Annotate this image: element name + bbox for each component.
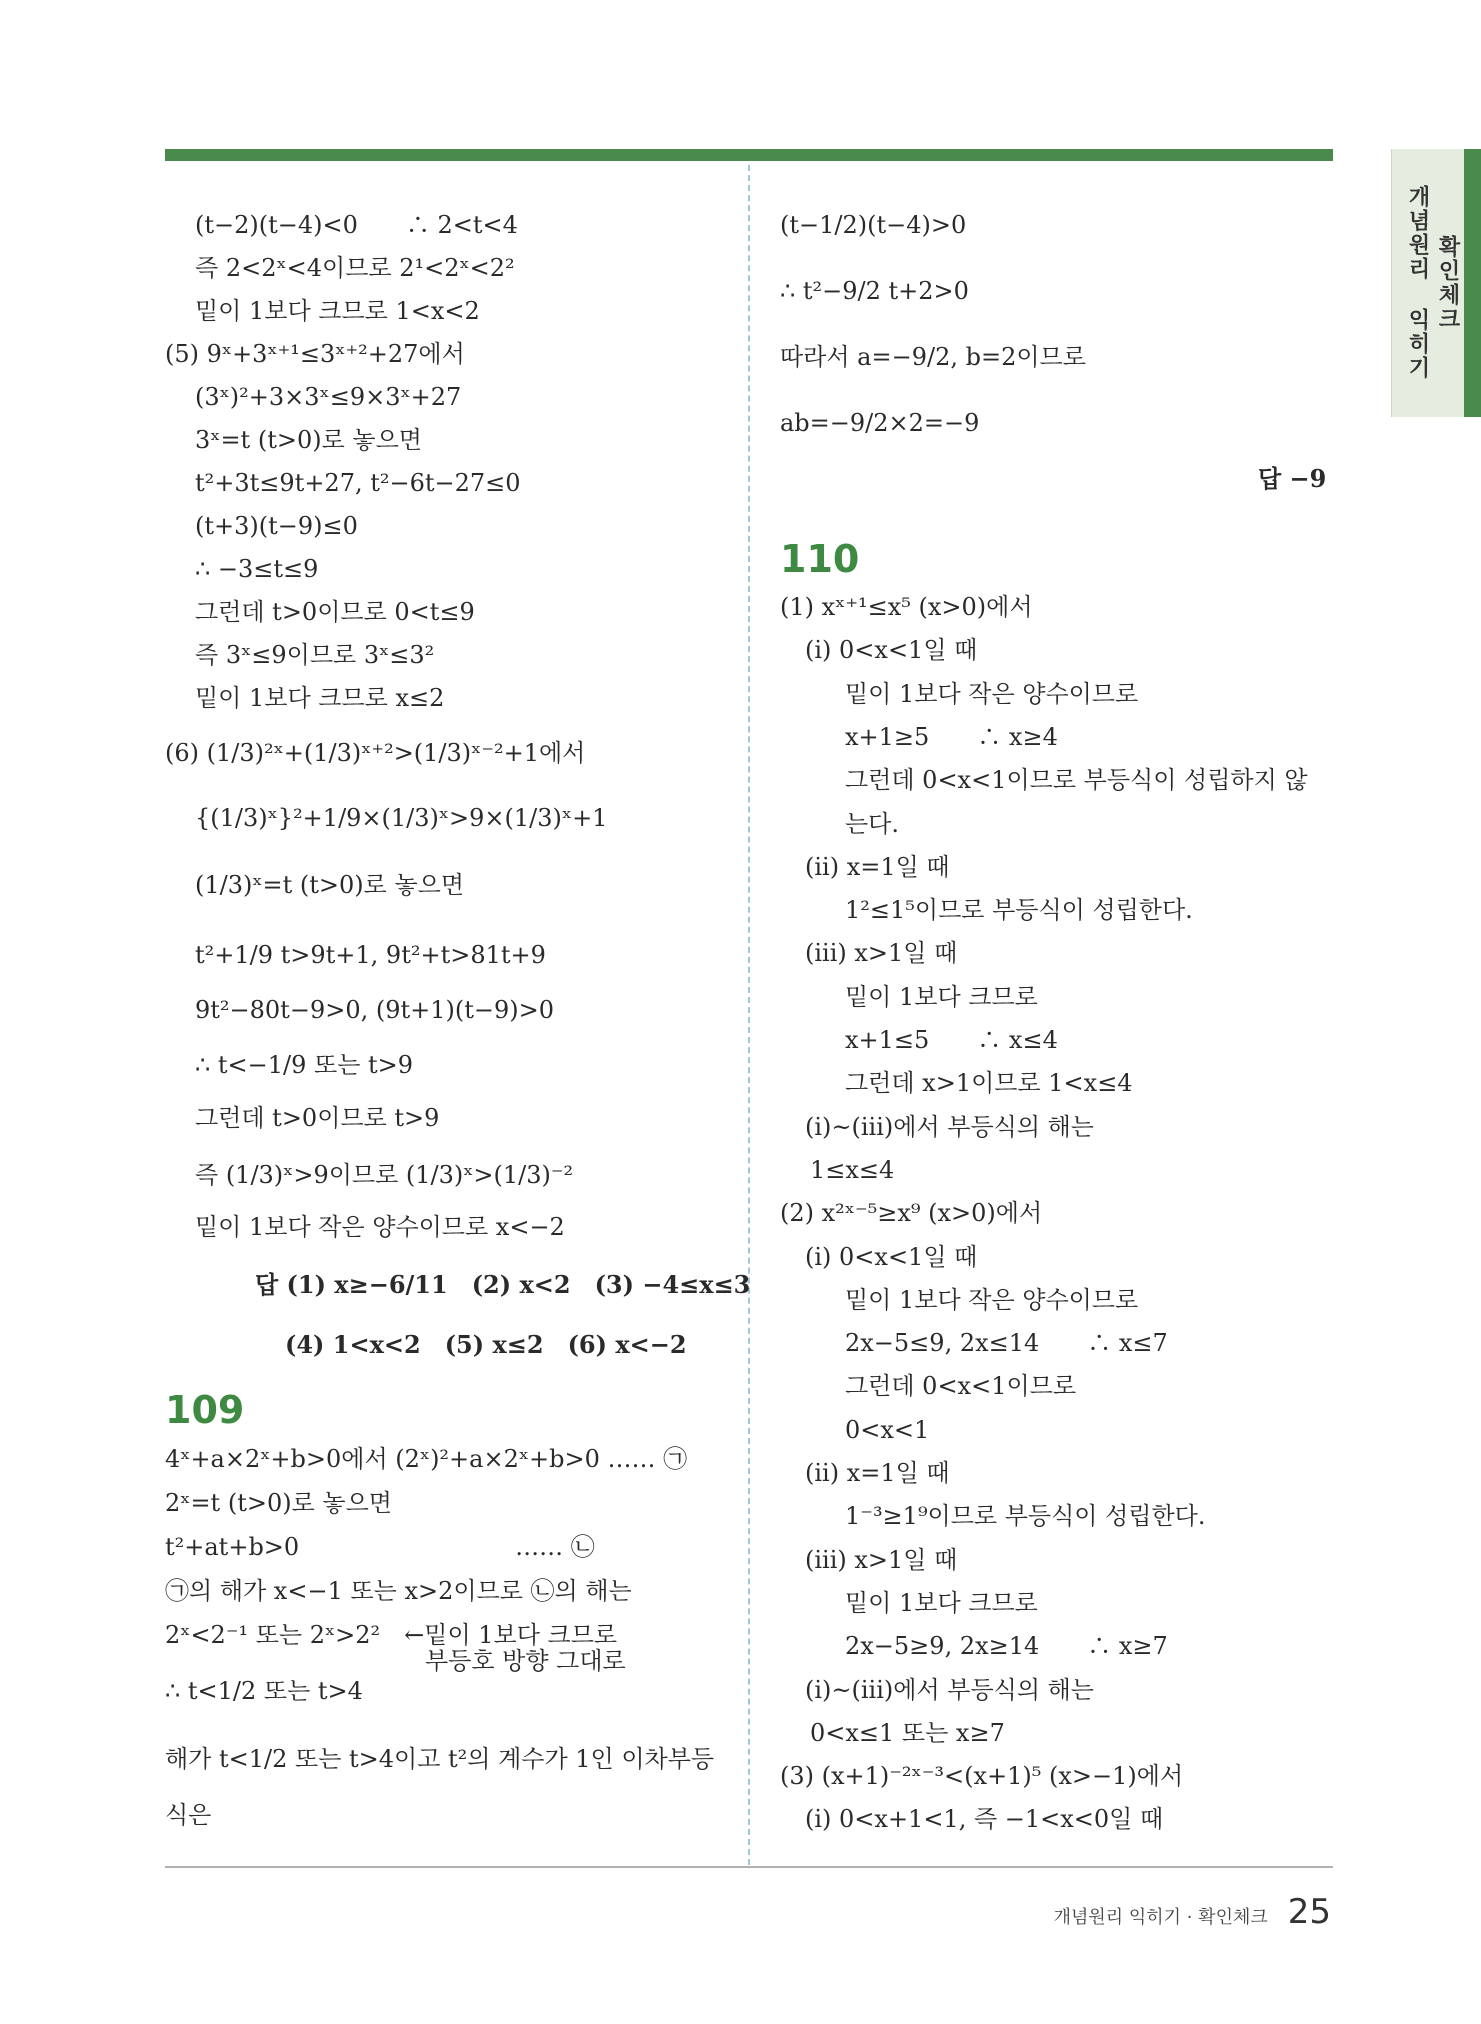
text-line: {(1/3)ˣ}²+1/9×(1/3)ˣ>9×(1/3)ˣ+1 (195, 804, 608, 832)
text-line: 2ˣ<2⁻¹ 또는 2ˣ>2² ←밑이 1보다 크므로 (165, 1621, 618, 1649)
text-line: 9t²−80t−9>0, (9t+1)(t−9)>0 (195, 996, 554, 1024)
text-line: (iii) x>1일 때 (805, 1545, 958, 1574)
text-line: 0<x<1 (845, 1415, 930, 1444)
side-tab-accent (1464, 149, 1481, 417)
page-number: 25 (1287, 1892, 1331, 1932)
text-line: ∴ t<1/2 또는 t>4 (165, 1677, 363, 1705)
text-line: ∴ −3≤t≤9 (195, 555, 319, 583)
side-chapter-tab (1391, 149, 1481, 417)
text-line: (t+3)(t−9)≤0 (195, 512, 358, 540)
text-line: 따라서 a=−9/2, b=2이므로 (780, 343, 1086, 371)
text-line: ∴ t<−1/9 또는 t>9 (195, 1051, 414, 1079)
text-line: x+1≤5 ∴ x≤4 (845, 1026, 1058, 1054)
text-line: (ii) x=1일 때 (805, 852, 950, 881)
text-line: 그런데 t>0이므로 t>9 (195, 1104, 440, 1132)
footer-text: 개념원리 익히기 · 확인체크 (1053, 1907, 1268, 1928)
text-line: 2ˣ=t (t>0)로 놓으면 (165, 1489, 392, 1517)
text-line: (5) 9ˣ+3ˣ⁺¹≤3ˣ⁺²+27에서 (165, 340, 465, 368)
text-line: 0<x≤1 또는 x≥7 (810, 1718, 1005, 1747)
text-line: 3ˣ=t (t>0)로 놓으면 (195, 426, 422, 454)
text-line: ab=−9/2×2=−9 (780, 409, 980, 437)
text-line: 즉 (1/3)ˣ>9이므로 (1/3)ˣ>(1/3)⁻² (195, 1161, 574, 1189)
top-green-bar (165, 149, 1333, 161)
text-line: 그런데 0<x<1이므로 부등식이 성립하지 않 (845, 766, 1308, 795)
text-line: t²+3t≤9t+27, t²−6t−27≤0 (195, 469, 521, 497)
text-line: 그런데 t>0이므로 0<t≤9 (195, 598, 475, 626)
text-line: x+1≥5 ∴ x≥4 (845, 722, 1058, 751)
text-line: (1) xˣ⁺¹≤x⁵ (x>0)에서 (780, 593, 1033, 621)
text-line: (3ˣ)²+3×3ˣ≤9×3ˣ+27 (195, 383, 462, 411)
text-line: 4ˣ+a×2ˣ+b>0에서 (2ˣ)²+a×2ˣ+b>0 …… ㉠ (165, 1445, 688, 1473)
text-line: 밑이 1보다 크므로 1<x<2 (195, 297, 480, 325)
text-line: 밑이 1보다 크므로 (845, 982, 1038, 1011)
text-line: t²+1/9 t>9t+1, 9t²+t>81t+9 (195, 941, 546, 969)
text-line: 1⁻³≥1⁹이므로 부등식이 성립한다. (845, 1502, 1206, 1531)
column-divider (748, 165, 750, 1865)
text-line: 밑이 1보다 작은 양수이므로 (845, 1285, 1139, 1314)
text-line: 1²≤1⁵이므로 부등식이 성립한다. (845, 896, 1193, 925)
side-tab-label-sub: 확인체크 (1435, 235, 1460, 331)
text-line: (3) (x+1)⁻²ˣ⁻³<(x+1)⁵ (x>−1)에서 (780, 1762, 1184, 1791)
problem-number-110: 110 (780, 537, 860, 581)
text-line: 해가 t<1/2 또는 t>4이고 t²의 계수가 1인 이차부등 (165, 1745, 715, 1773)
text-line: ㉠의 해가 x<−1 또는 x>2이므로 ㉡의 해는 (165, 1577, 632, 1605)
text-line: 식은 (165, 1801, 212, 1829)
text-line: 답 −9 (1258, 464, 1327, 493)
text-line: 즉 3ˣ≤9이므로 3ˣ≤3² (195, 641, 435, 669)
text-line: 는다. (845, 809, 899, 838)
text-line: (i) 0<x<1일 때 (805, 636, 978, 665)
text-line: 즉 2<2ˣ<4이므로 2¹<2ˣ<2² (195, 254, 515, 282)
page-footer (1054, 1892, 1331, 1932)
text-line: 그런데 0<x<1이므로 (845, 1372, 1077, 1401)
text-line: (i) 0<x+1<1, 즉 −1<x<0일 때 (805, 1805, 1164, 1834)
text-line: (ii) x=1일 때 (805, 1459, 950, 1487)
text-line: (6) (1/3)²ˣ+(1/3)ˣ⁺²>(1/3)ˣ⁻²+1에서 (165, 739, 586, 767)
text-line: (t−1/2)(t−4)>0 (780, 211, 967, 239)
text-line: (t−2)(t−4)<0 ∴ 2<t<4 (195, 211, 518, 239)
text-line: ∴ t²−9/2 t+2>0 (780, 277, 969, 305)
text-line: 밑이 1보다 작은 양수이므로 (845, 679, 1139, 708)
text-line: 2x−5≥9, 2x≥14 ∴ x≥7 (845, 1632, 1168, 1661)
text-line: 1≤x≤4 (810, 1155, 895, 1184)
bottom-rule (165, 1866, 1333, 1868)
text-line: 밑이 1보다 작은 양수이므로 x<−2 (195, 1213, 565, 1241)
text-line: (2) x²ˣ⁻⁵≥x⁹ (x>0)에서 (780, 1199, 1043, 1228)
problem-number-109: 109 (165, 1388, 245, 1432)
text-line: (4) 1<x<2 (5) x≤2 (6) x<−2 (285, 1330, 687, 1359)
text-line: (1/3)ˣ=t (t>0)로 놓으면 (195, 871, 465, 899)
side-tab-label-main: 개념원리 익히기 (1405, 185, 1430, 380)
text-line: (iii) x>1일 때 (805, 939, 958, 968)
text-line: 부등호 방향 그대로 (425, 1647, 626, 1675)
text-line: (i)~(iii)에서 부등식의 해는 (805, 1675, 1094, 1704)
text-line: 밑이 1보다 크므로 (845, 1588, 1038, 1617)
text-line: t²+at+b>0 …… ㉡ (165, 1533, 595, 1561)
text-line: 밑이 1보다 크므로 x≤2 (195, 684, 445, 712)
text-line: 그런데 x>1이므로 1<x≤4 (845, 1069, 1133, 1098)
text-line: 2x−5≤9, 2x≤14 ∴ x≤7 (845, 1329, 1168, 1358)
text-line: (i)~(iii)에서 부등식의 해는 (805, 1112, 1094, 1141)
text-line: (i) 0<x<1일 때 (805, 1242, 978, 1271)
text-line: 답 (1) x≥−6/11 (2) x<2 (3) −4≤x≤3 (255, 1270, 751, 1299)
